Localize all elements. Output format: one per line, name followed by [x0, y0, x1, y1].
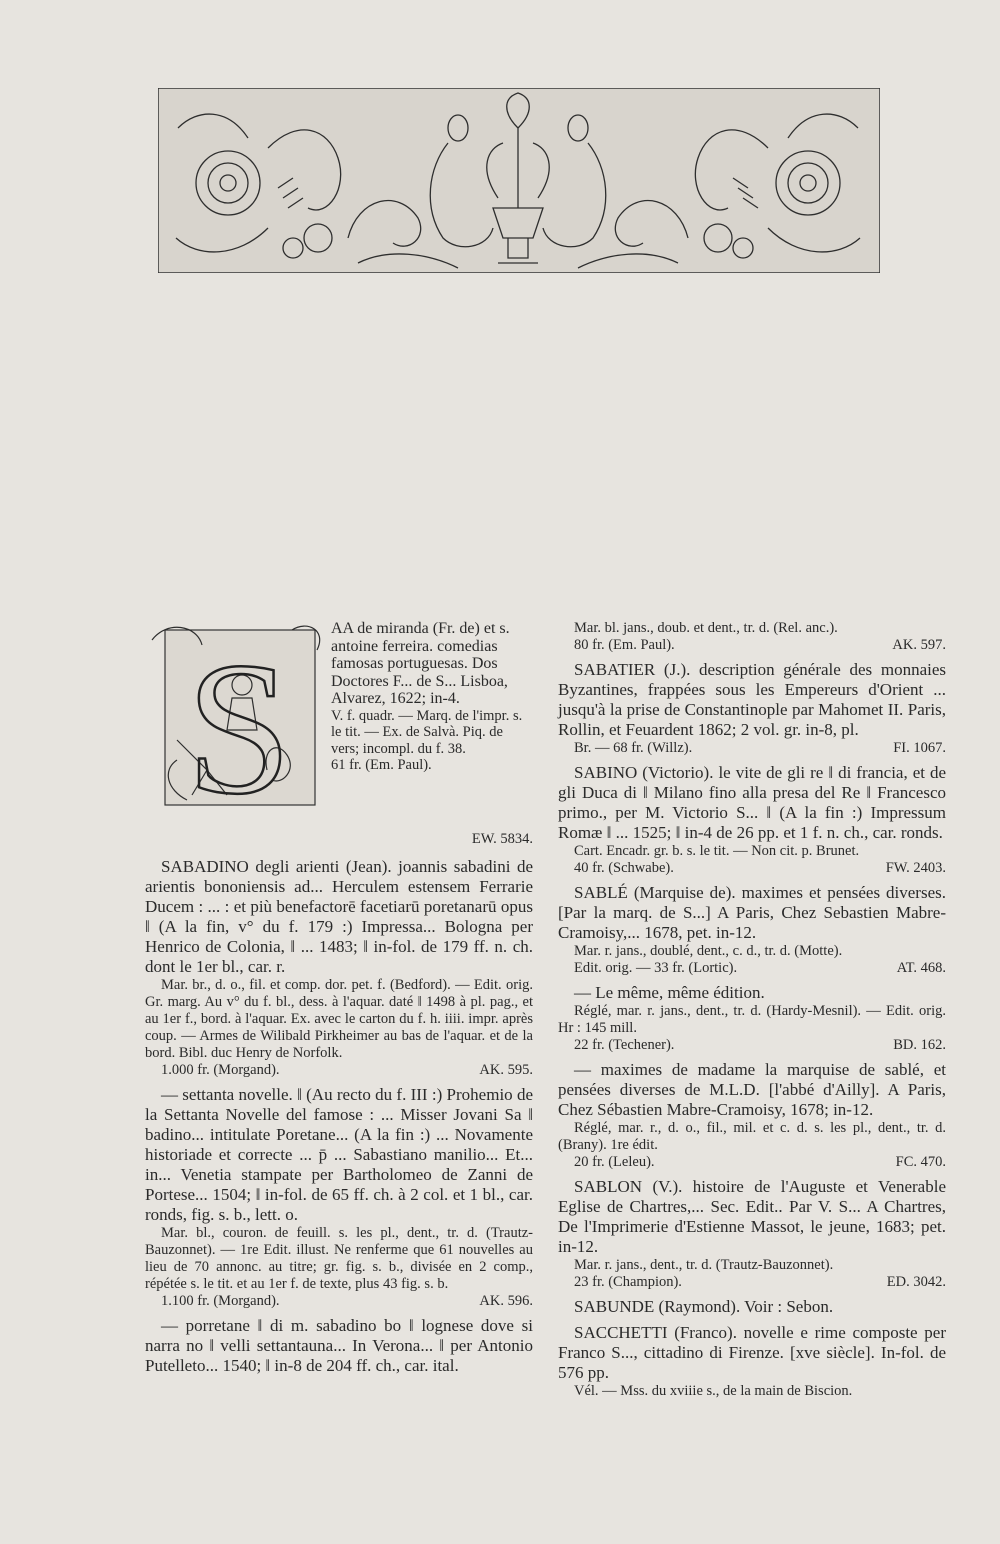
entry-title: SACCHETTI (Franco). novelle e rime composte per Franco S..., cittadino di Firenze. [xve siècle]. In-fol. de 576 pp. [558, 1323, 946, 1382]
ornamental-headpiece [158, 88, 880, 273]
entry-note: V. f. quadr. — Marq. de l'impr. s. le tit. — Ex. de Salvà. Piq. de vers; incompl. du f. 38. [331, 707, 523, 757]
entry-sable [558, 883, 946, 977]
entry-ref: BD. 162. [893, 1037, 946, 1053]
right-column [558, 620, 946, 1406]
entry-note: Mar. bl. jans., doub. et dent., tr. d. (Rel. anc.). [574, 620, 838, 636]
entry-title: — Le même, même édition. [574, 983, 765, 1002]
entry-price: 22 fr. (Techener). [574, 1037, 675, 1053]
entry-ref: FI. 1067. [893, 740, 946, 756]
entry-title: SABUNDE (Raymond). Voir : Sebon. [574, 1297, 834, 1316]
left-column [145, 620, 533, 1382]
entry-note: Réglé, mar. r. jans., dent., tr. d. (Hardy-Mesnil). — Edit. orig. Hr : 145 mill. [558, 1003, 946, 1036]
entry-title: — settanta novelle. ‖ (Au recto du f. III :) Prohemio de la Settanta Novelle del famose : ... Misser Jovani Sa ‖ badino... intitulate Poretane... (A la fin :) ... Novamente historiade et correcte ... p̄ ... Sabastiano manilio... Et... in... Venetia stampate per Bartholomeo de Zanni de Portese... 1504; ‖ in-fol. de 65 ff. ch. à 2 col. et 1 bl., car. ronds, fig. s. b., lett. o. [145, 1085, 533, 1224]
entry-title: — porretane ‖ di m. sabadino bo ‖ lognese dove si narra no ‖ velli settantauna... In Verona... ‖ per Antonio Putelleto... 1540; ‖ in-8 de 204 ff. ch., car. ital. [145, 1316, 533, 1375]
entry-ref: FC. 470. [895, 1154, 946, 1170]
entry-price: 23 fr. (Champion). [574, 1274, 682, 1290]
entry-saa-de-miranda [145, 620, 533, 855]
entry-ref: EW. 5834. [471, 831, 533, 847]
entry-note: Réglé, mar. r., d. o., fil., mil. et c. d. s. les pl., dent., tr. d. (Brany). 1re édit. [558, 1120, 946, 1153]
entry-porretane-binding [558, 620, 946, 654]
entry-sabunde [558, 1297, 946, 1317]
entry-title: AA de miranda (Fr. de) et s. antoine ferreira. comedias famosas portuguesas. Dos Doctores F... de S... Lisboa, Alvarez, 1622; in-4. [331, 620, 510, 707]
entry-sacchetti [558, 1323, 946, 1400]
entry-note: Mar. bl., couron. de feuill. s. les pl., dent., tr. d. (Trautz-Bauzonnet). — 1re Edit. illust. Ne renferme que 61 nouvelles au lieu de 70 annonc. au titre; gr. fig. s. b., divisée en 2 comp., répétée s. le tit. et au 1er f. de texte, plus 43 fig. s. b. [145, 1225, 533, 1292]
entry-title: SABATIER (J.). description générale des monnaies Byzantines, frappées sous les Empereurs d'Orient ... jusqu'à la prise de Constantinople par Mahomet II. Paris, Rollin, et Feuardent 1862; 2 vol. gr. in-8, pl. [558, 660, 946, 739]
entry-note: Mar. r. jans., dent., tr. d. (Trautz-Bauzonnet). [574, 1257, 834, 1273]
entry-settanta-novelle [145, 1085, 533, 1310]
entry-porretane [145, 1316, 533, 1376]
entry-price: 80 fr. (Em. Paul). [574, 637, 675, 653]
entry-title: SABINO (Victorio). le vite de gli re ‖ di francia, et de gli Duca di ‖ Milano fino alla presa del Re ‖ Francesco primo., per M. Victorio S... ‖ (A la fin :) Impressum Romæ ‖ ... 1525; ‖ in-4 de 26 pp. et 1 f. n. ch., car. ronds. [558, 763, 946, 842]
entry-sabino [558, 763, 946, 877]
entry-price: Edit. orig. — 33 fr. (Lortic). [574, 960, 738, 976]
entry-ref: AK. 595. [479, 1062, 533, 1078]
entry-price: 20 fr. (Leleu). [574, 1154, 655, 1170]
entry-sabadino [145, 857, 533, 1079]
entry-ref: FW. 2403. [885, 860, 946, 876]
entry-price: 40 fr. (Schwabe). [574, 860, 674, 876]
decorated-initial-s [147, 620, 327, 810]
entry-price: 1.100 fr. (Morgand). [161, 1293, 280, 1309]
svg-text:S: S [186, 624, 292, 810]
entry-note: Mar. br., d. o., fil. et comp. dor. pet. f. (Bedford). — Edit. orig. Gr. marg. Au v° du f. bl., dess. à l'aquar. daté ‖ 1498 à pl. pag., et au 1er f., bord. à l'aquar. Ex. avec le carton du f. h. iiii. impr. après coup. — Armes de Wilibald Pirkheimer au bas de l'aquar. et de la bord. Bibl. duc Henry de Norfolk. [145, 977, 533, 1061]
entry-title: — maximes de madame la marquise de sablé, et pensées diverses de M.L.D. [l'abbé d'Ailly]. A Paris, Chez Sébastien Mabre-Cramoisy, 1678; in-12. [558, 1060, 946, 1119]
entry-sable-meme [558, 983, 946, 1054]
entry-sablon [558, 1177, 946, 1291]
entry-ref: AK. 596. [479, 1293, 533, 1309]
entry-note: Vél. — Mss. du xviiie s., de la main de Biscion. [574, 1383, 853, 1399]
entry-title: SABLÉ (Marquise de). maximes et pensées diverses. [Par la marq. de S...] A Paris, Chez Sebastien Mabre-Cramoisy,... 1678, pet. in-12. [558, 883, 946, 942]
entry-title: SABLON (V.). histoire de l'Auguste et Venerable Eglise de Chartres,... Sec. Edit.. Par V. S... A Chartres, De l'Imprimerie d'Estienne Massot, le jeune, 1683; pet. in-12. [558, 1177, 946, 1256]
entry-price: Br. — 68 fr. (Willz). [574, 740, 693, 756]
entry-price: 1.000 fr. (Morgand). [161, 1062, 280, 1078]
entry-ref: AK. 597. [892, 637, 946, 653]
entry-ref: ED. 3042. [886, 1274, 946, 1290]
entry-note: Cart. Encadr. gr. b. s. le tit. — Non cit. p. Brunet. [574, 843, 860, 859]
entry-sabatier [558, 660, 946, 757]
entry-note: Mar. r. jans., doublé, dent., c. d., tr. d. (Motte). [574, 943, 843, 959]
entry-title: SABADINO degli arienti (Jean). joannis sabadini de arientis bononiensis ad... Herculem estensem Ferrarie Ducem : ... : et più benefactorē facetiarū poretanarū opus ‖ (A la fin, v° du f. 179 :) Impressa... Bologna per Henrico de Colonia, ‖ ... 1483; ‖ in-fol. de 179 ff. n. ch. dont le 1er bl., car. r. [145, 857, 533, 976]
entry-ref: AT. 468. [896, 960, 946, 976]
entry-sable-maximes [558, 1060, 946, 1171]
entry-price: 61 fr. (Em. Paul). [331, 757, 432, 773]
